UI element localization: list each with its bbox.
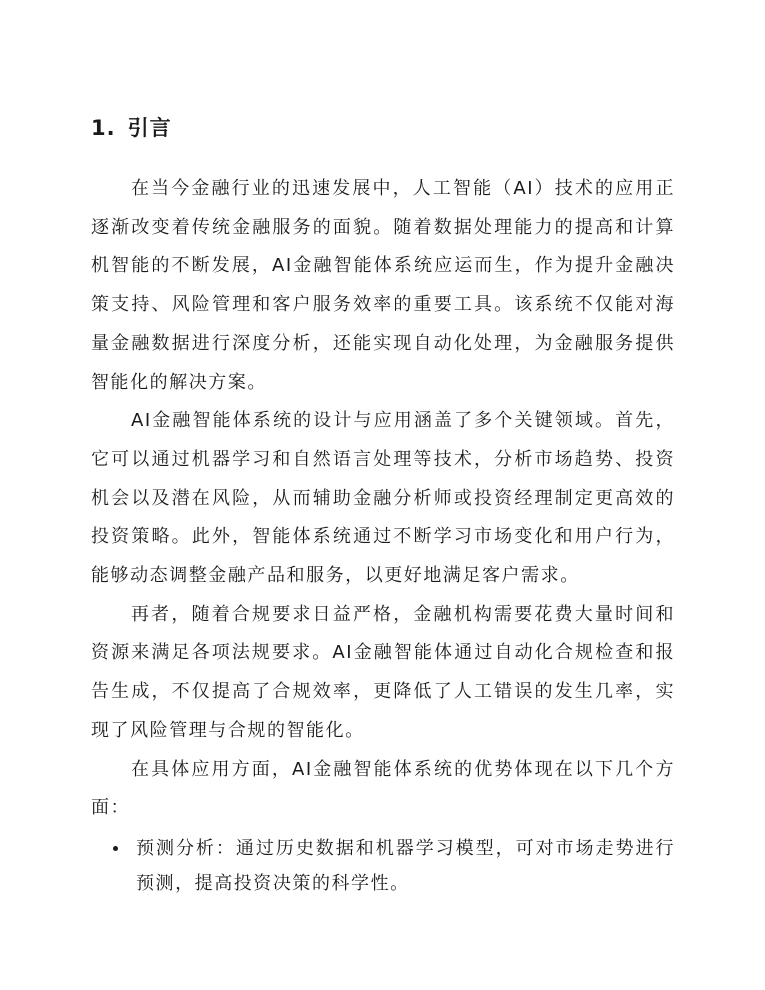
section-number: 1. (91, 116, 116, 140)
list-item (91, 831, 675, 901)
section-title: 引言 (127, 116, 172, 140)
list-item-text: 预测分析：通过历史数据和机器学习模型，可对市场走势进行预测，提高投资决策的科学性。 (136, 837, 675, 894)
paragraph-compliance: 再者，随着合规要求日益严格，金融机构需要花费大量时间和资源来满足各项法规要求。AI金融智能体通过自动化合规检查和报告生成，不仅提高了合规效率，更降低了人工错误的发生几率，实现了风险管理与合规的智能化。 (91, 603, 675, 741)
bullet-icon (113, 846, 118, 851)
section-heading (91, 113, 172, 143)
paragraph-advantages: 在具体应用方面，AI金融智能体系统的优势体现在以下几个方面： (91, 758, 675, 819)
advantage-list (91, 831, 675, 901)
paragraph-domains: AI金融智能体系统的设计与应用涵盖了多个关键领域。首先，它可以通过机器学习和自然语言处理等技术，分析市场趋势、投资机会以及潜在风险，从而辅助金融分析师或投资经理制定更高效的投资策略。此外，智能体系统通过不断学习市场变化和用户行为，能够动态调整金融产品和服务，以更好地满足客户需求。 (91, 410, 675, 587)
paragraph-intro: 在当今金融行业的迅速发展中，人工智能（AI）技术的应用正逐渐改变着传统金融服务的面貌。随着数据处理能力的提高和计算机智能的不断发展，AI金融智能体系统应运而生，作为提升金融决策支持、风险管理和客户服务效率的重要工具。该系统不仅能对海量金融数据进行深度分析，还能实现自动化处理，为金融服务提供智能化的解决方案。 (91, 178, 675, 393)
body-content (91, 170, 675, 901)
